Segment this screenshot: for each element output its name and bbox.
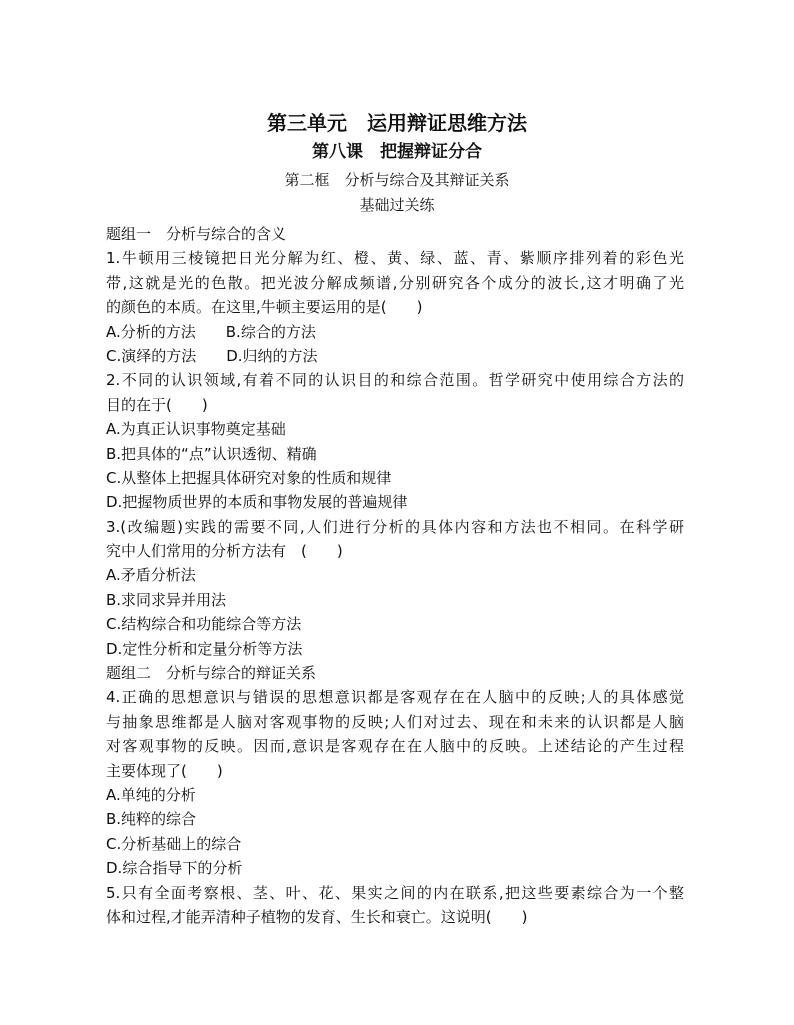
question-4-option-b: B.纯粹的综合 [106,810,197,829]
question-5-stem-line: 体和过程,才能弄清种子植物的发育、生长和衰亡。这说明( ) [106,907,528,926]
question-3 [106,515,686,661]
question-2-option-d: D.把握物质世界的本质和事物发展的普遍规律 [106,493,408,512]
question-1-stem-line: 1.牛顿用三棱镜把日光分解为红、橙、黄、绿、蓝、青、紫顺序排列着的彩色光 [106,249,684,268]
question-3-stem-line: 3.(改编题)实践的需要不同,人们进行分析的具体内容和方法也不相同。在科学研 [106,517,684,536]
question-4-stem-line: 对客观事物的反映。因而,意识是客观存在在人脑中的反映。上述结论的产生过程 [106,737,684,756]
question-2-option-c: C.从整体上把握具体研究对象的性质和规律 [106,468,392,487]
question-2-stem-line: 2.不同的认识领域,有着不同的认识目的和综合范围。哲学研究中使用综合方法的 [106,371,684,390]
question-4-option-c: C.分析基础上的综合 [106,834,242,853]
question-4 [106,685,686,880]
question-1-stem-line: 的颜色的本质。在这里,牛顿主要运用的是( ) [106,298,423,317]
practice-title: 基础过关练 [359,196,435,214]
group-heading-1: 题组一 分析与综合的含义 [106,225,287,243]
group-heading-2: 题组二 分析与综合的辩证关系 [106,664,317,683]
question-4-option-d: D.综合指导下的分析 [106,859,243,878]
question-1-stem-line: 带,这就是光的色散。把光波分解成频谱,分别研究各个成分的波长,这才明确了光 [106,273,684,292]
lesson-title: 第八课 把握辩证分合 [312,142,482,162]
question-1-options-row: A.分析的方法 B.综合的方法 [106,322,316,341]
question-2-option-a: A.为真正认识事物奠定基础 [106,420,286,439]
question-4-stem-line: 主要体现了( ) [106,761,223,780]
question-5 [106,881,686,930]
question-2-option-b: B.把具体的“点”认识透彻、精确 [106,444,317,463]
exercise-content [106,222,686,929]
question-3-option-c: C.结构综合和功能综合等方法 [106,615,302,634]
question-4-stem-line: 与抽象思维都是人脑对客观事物的反映;人们对过去、现在和未来的认识都是人脑 [106,712,684,731]
question-3-option-d: D.定性分析和定量分析等方法 [106,639,303,658]
question-3-option-a: A.矛盾分析法 [106,566,196,585]
question-4-stem-line: 4.正确的思想意识与错误的思想意识都是客观存在在人脑中的反映;人的具体感觉 [106,688,684,707]
question-4-option-a: A.单纯的分析 [106,785,196,804]
question-2 [106,368,686,514]
question-3-option-b: B.求同求异并用法 [106,590,227,609]
question-2-stem-line: 目的在于( ) [106,395,208,414]
question-1-options-row: C.演绎的方法 D.归纳的方法 [106,346,318,365]
unit-title: 第三单元 运用辩证思维方法 [267,111,527,135]
question-1 [106,246,686,368]
question-5-stem-line: 5.只有全面考察根、茎、叶、花、果实之间的内在联系,把这些要素综合为一个整 [106,883,684,902]
question-3-stem-line: 究中人们常用的分析方法有 ( ) [106,542,343,561]
frame-title: 第二框 分析与综合及其辩证关系 [284,171,510,189]
title-block [0,113,794,223]
